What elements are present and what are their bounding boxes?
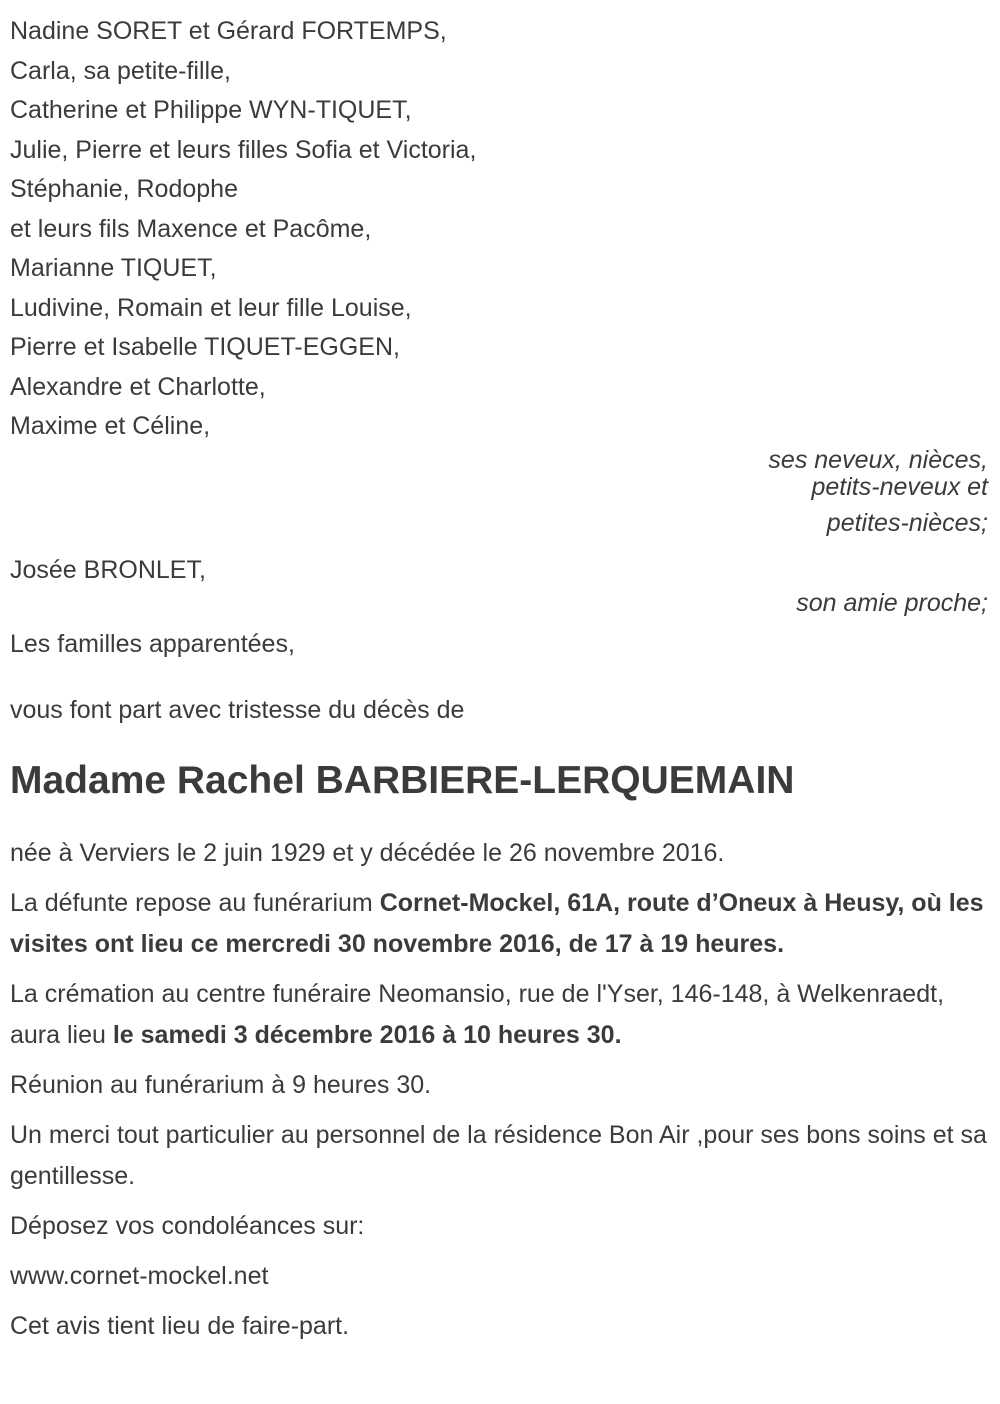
family-line: Ludivine, Romain et leur fille Louise, [10, 293, 412, 322]
family-line: Catherine et Philippe WYN-TIQUET, [10, 96, 412, 124]
relations-block [10, 447, 988, 537]
cremation-paragraph [10, 974, 988, 1056]
website-url: www.cornet-mockel.net [10, 1261, 269, 1290]
family-list [10, 12, 988, 447]
closing-line: Cet avis tient lieu de faire-part. [10, 1311, 350, 1340]
family-line: Maxime et Céline, [10, 412, 211, 440]
family-line: et leurs fils Maxence et Pacôme, [10, 214, 372, 243]
cremation-text: La crémation au centre funéraire Neomansio, rue de l'Yser, 146-148, à Welkenraedt, aura lieu [10, 979, 945, 1049]
deceased-name: Madame Rachel BARBIERE-LERQUEMAIN [10, 758, 795, 802]
family-line: Julie, Pierre et leurs filles Sofia et Victoria, [10, 135, 477, 164]
family-line: Nadine SORET et Gérard FORTEMPS, [10, 17, 447, 45]
friend-name: Josée BRONLET, [10, 555, 206, 584]
family-line: Marianne TIQUET, [10, 254, 217, 282]
family-line: Alexandre et Charlotte, [10, 372, 266, 401]
repose-paragraph [10, 883, 988, 965]
reunion-line: Réunion au funérarium à 9 heures 30. [10, 1070, 432, 1099]
relation-line: ses neveux, nièces, [768, 445, 988, 474]
thanks-line: Un merci tout particulier au personnel de la résidence Bon Air ,pour ses bons soins et sa gentillesse. [10, 1120, 987, 1190]
family-line: Pierre et Isabelle TIQUET-EGGEN, [10, 333, 400, 361]
friend-relation: son amie proche; [796, 588, 988, 617]
repose-text: La défunte repose au funérarium [10, 888, 380, 917]
relation-line: petites-nièces; [826, 508, 988, 537]
repose-details: Cornet-Mockel, 61A, route d’Oneux à Heusy, où les visites ont lieu ce mercredi 30 novembre 2016, de 17 à 19 heures. [10, 888, 984, 958]
family-line: Stéphanie, Rodophe [10, 175, 238, 203]
announcement-line: vous font part avec tristesse du décès de [10, 695, 465, 724]
birth-death-line: née à Verviers le 2 juin 1929 et y décédée le 26 novembre 2016. [10, 838, 725, 867]
family-line: Carla, sa petite-fille, [10, 56, 231, 85]
cremation-details: le samedi 3 décembre 2016 à 10 heures 30. [112, 1020, 622, 1049]
condolences-line: Déposez vos condoléances sur: [10, 1211, 365, 1240]
families-line: Les familles apparentées, [10, 629, 295, 658]
relation-line: petits-neveux et [811, 472, 988, 501]
